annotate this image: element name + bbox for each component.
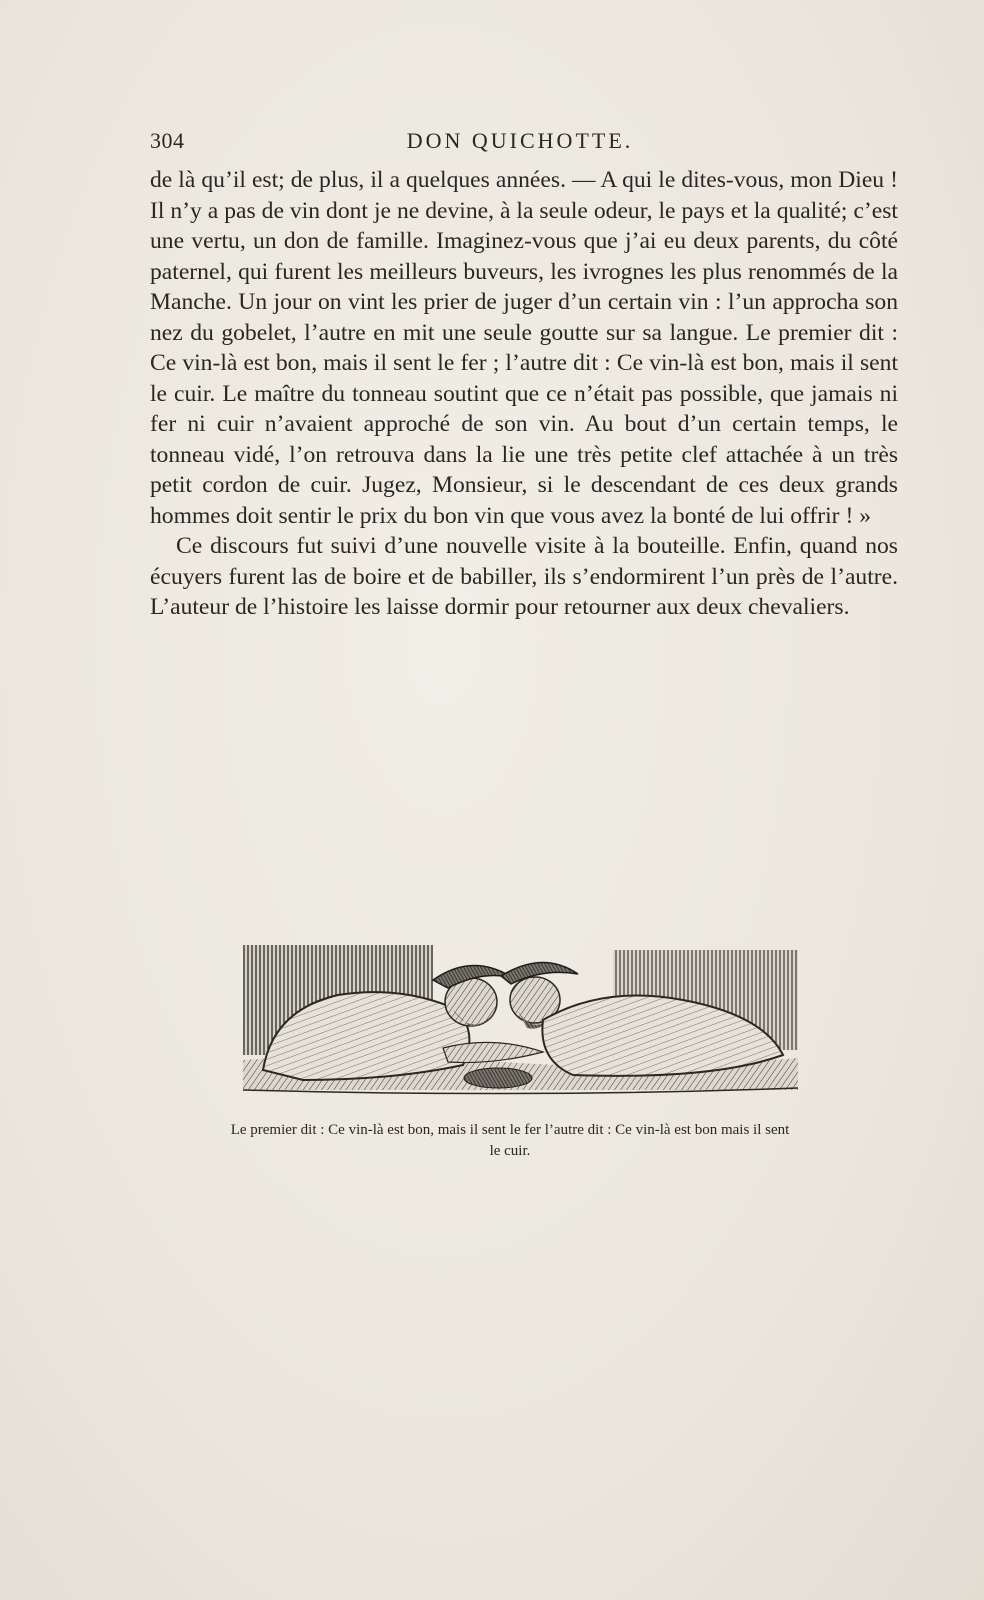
paragraph: Ce discours fut suivi d’une nouvelle visite à la bouteille. Enfin, quand nos écuyers furent las de boire et de babiller, ils s’endormirent l’un près de l’autre. L’auteur de l’histoire les laisse dormir pour retourner aux deux chevaliers. bbox=[150, 533, 898, 620]
engraving-drawing bbox=[243, 940, 798, 1108]
body-text bbox=[150, 165, 898, 623]
engraving-illustration bbox=[243, 940, 798, 1108]
book-title: DON QUICHOTTE. bbox=[406, 128, 634, 153]
running-head bbox=[150, 128, 890, 158]
figure-caption: Le premier dit : Ce vin-là est bon, mais il sent le fer l’autre dit : Ce vin-là est bon mais il sent le cuir. bbox=[230, 1122, 790, 1159]
paragraph-continuation: de là qu’il est; de plus, il a quelques années. — A qui le dites-vous, mon Dieu ! Il n’y a pas de vin dont je ne devine, à la seule odeur, le pays et la qualité; c’est une vertu, un don de famille. Imaginez-vous que j’ai eu deux parents, du côté paternel, qui furent les meilleurs buveurs, les ivrognes les plus renommés de la Manche. Un jour on vint les prier de juger d’un certain vin : l’un approcha son nez du gobelet, l’autre en mit une seule goutte sur sa langue. Le premier dit : Ce vin-là est bon, mais il sent le fer ; l’autre dit : Ce vin-là est bon, mais il sent le cuir. Le maître du tonneau soutint que ce n’était pas possible, que jamais ni fer ni cuir n’avaient approché de son vin. Au bout d’un certain temps, le tonneau vidé, l’on retrouva dans la lie une très petite clef attachée à un très petit cordon de cuir. Jugez, Monsieur, si le descendant de ces deux grands hommes doit sentir le prix du bon vin que vous avez la bonté de lui offrir ! » bbox=[150, 167, 898, 529]
page-number: 304 bbox=[150, 128, 185, 153]
